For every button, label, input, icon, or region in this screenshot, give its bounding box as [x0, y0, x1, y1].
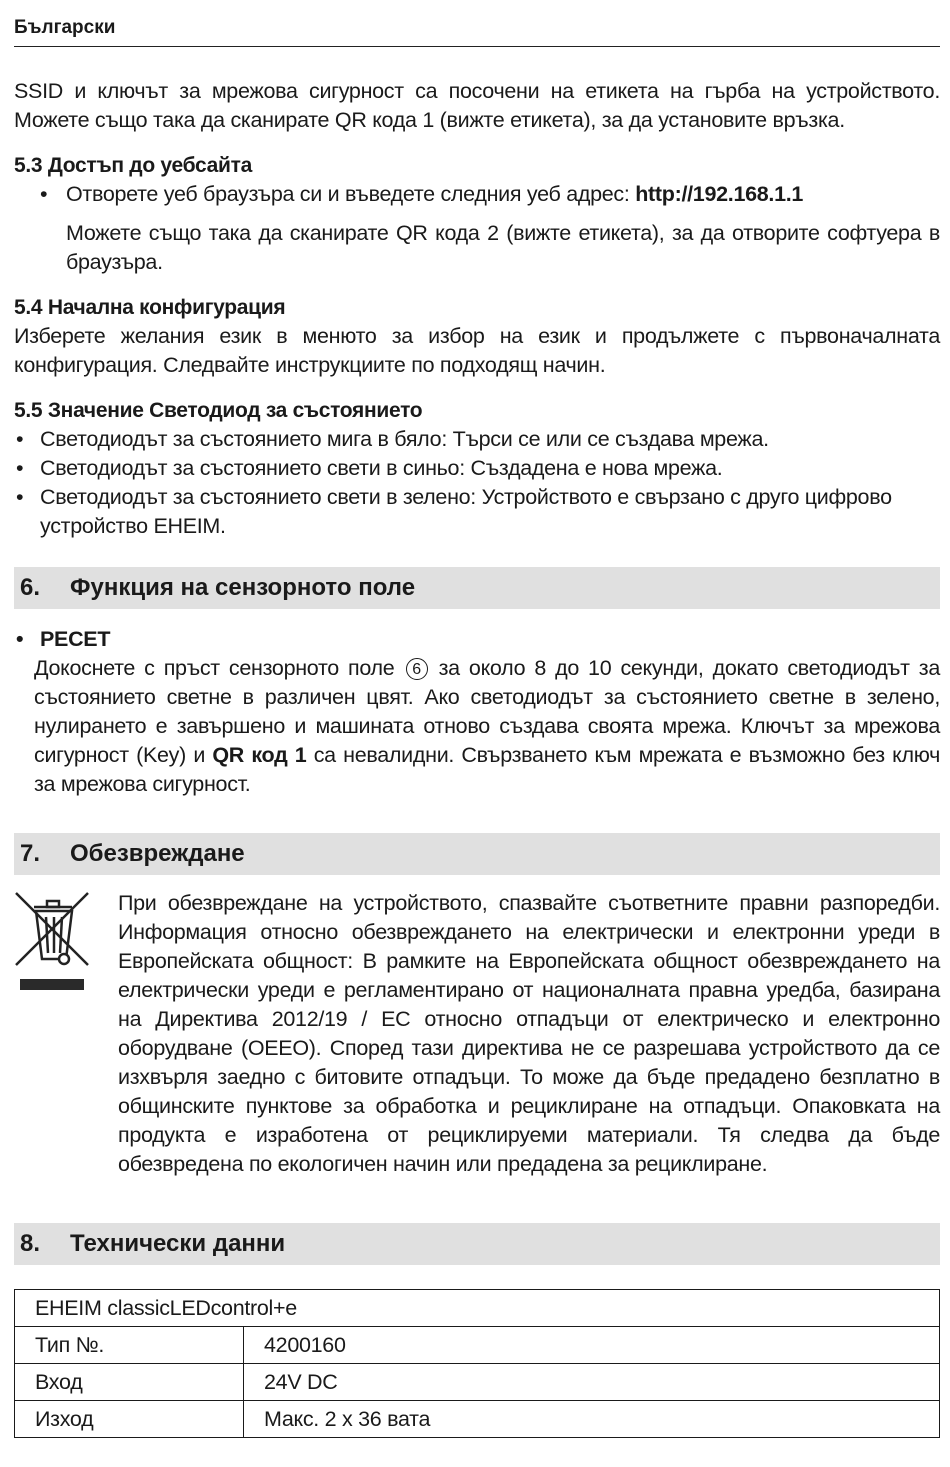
section-title: Обезвреждане	[70, 840, 245, 867]
section-7-heading	[14, 833, 940, 875]
crossed-out-bin-icon	[14, 891, 94, 1001]
table-row	[15, 1364, 940, 1401]
disposal-block	[14, 889, 940, 1179]
table-cell-label: Изход	[15, 1401, 244, 1438]
language-label: Български	[14, 17, 116, 38]
section-6-list	[14, 625, 940, 654]
list-item	[14, 180, 940, 209]
product-name-cell: EHEIM classicLEDcontrol+e	[15, 1290, 940, 1327]
list-item: • Светодиодът за състоянието мига в бяло: Търси се или се създава мрежа.	[14, 425, 940, 454]
table-cell-label: Тип №.	[15, 1327, 244, 1364]
section-5-3-note: Можете също така да сканирате QR кода 2 (вижте етикета), за да отворите софтуера в браузъра.	[66, 221, 940, 274]
disposal-text: При обезвреждане на устройството, спазвайте съответните правни разпоредби. Информация относно обезвреждането на електрически и електронни уреди в Европейската общност: В рамките на Европейската общност обезвреждането на електрически уреди е регламентирано от националната правна уредба, базирана на Директива 2012/19 / ЕС относно отпадъци от електрическо и електронно оборудване (ОЕЕО). Според тази директива не се разрешава устройството да се изхвърля заедно с битовите отпадъци. То може да бъде предадено безплатно в общинските пунктове за обработка и рециклиране на отпадъци. Опаковката на продукта е изработена от рециклируеми материали. Тя следва да бъде обезвредена по екологичен начин или предадена за рециклиране.	[118, 891, 940, 1176]
table-cell-label: Вход	[15, 1364, 244, 1401]
section-5-3-title: 5.3 Достъп до уебсайта	[14, 154, 252, 177]
table-cell-value: 4200160	[244, 1327, 940, 1364]
list-item: • Светодиодът за състоянието свети в синьо: Създадена е нова мрежа.	[14, 454, 940, 483]
manual-page	[14, 0, 940, 1438]
section-number: 7.	[20, 840, 41, 867]
section-title: Функция на сензорното поле	[70, 574, 416, 601]
list-item: • Светодиодът за състоянието свети в зелено: Устройството е свързано с друго цифрово устройство EHEIM.	[14, 483, 940, 541]
section-8-heading	[14, 1223, 940, 1265]
reset-label: • РЕСЕТ	[14, 625, 940, 654]
table-row	[15, 1401, 940, 1438]
table-row	[15, 1290, 940, 1327]
section-6-heading	[14, 567, 940, 609]
section-5-4-title: 5.4 Начална конфигурация	[14, 296, 286, 319]
section-title: Технически данни	[70, 1230, 286, 1257]
circled-number-6: 6	[406, 658, 428, 680]
table-cell-value: 24V DC	[244, 1364, 940, 1401]
language-header	[14, 0, 940, 47]
section-number: 6.	[20, 574, 41, 601]
web-address: http://192.168.1.1	[635, 182, 804, 206]
reset-text: за около 8 до 10 секунди, докато светодиодът за състоянието светне в различен цвят. Ако светодиодът за състоянието светне в зелено, нулирането е завършено и машината отново създава своята мрежа. Ключът за мрежова сигурност (Key) и	[34, 656, 940, 767]
section-5-3-list	[14, 180, 940, 209]
spec-table	[14, 1289, 940, 1438]
section-5-5-list	[14, 425, 940, 541]
bullet-text: Отворете уеб браузъра си и въведете следния уеб адрес:	[66, 182, 636, 206]
intro-paragraph: SSID и ключът за мрежова сигурност са посочени на етикета на гърба на устройството. Можете също така да сканирате QR кода 1 (вижте етикета), за да установите връзка.	[14, 79, 940, 132]
reset-text: Докоснете с пръст сензорното поле	[34, 656, 404, 680]
section-number: 8.	[20, 1230, 41, 1257]
table-cell-value: Макс. 2 x 36 вата	[244, 1401, 940, 1438]
section-5-5-title: 5.5 Значение Светодиод за състоянието	[14, 399, 423, 422]
reset-description	[34, 654, 940, 799]
section-5-4-text: Изберете желания език в менюто за избор на език и продължете с първоначалната конфигурация. Следвайте инструкциите по подходящ начин.	[14, 324, 940, 377]
reset-text: са невалидни. Свързването към мрежата е възможно без ключ за мрежова сигурност.	[34, 743, 940, 796]
table-row	[15, 1327, 940, 1364]
qr-code-bold: QR код 1	[212, 743, 307, 767]
